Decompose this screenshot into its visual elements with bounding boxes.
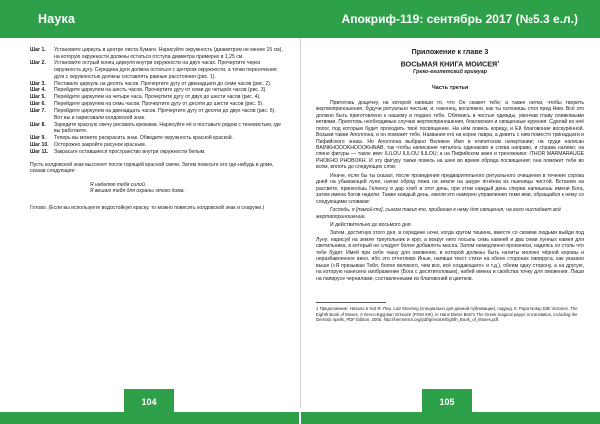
left-paragraph: Пусть колдовской знак высохнет после горящей красной свечи. Затем повесьте его где-нибудь в доме, сказав следующее:	[30, 161, 274, 175]
right-footer-bar	[301, 412, 600, 424]
right-paragraph: Иначе, если бы ты сказал, после проведения предварительного ритуального очищения в течение сорока дней на убывающей луне, начни обряд лежа на земле на шкуре ягнёнка из пшеницы чистой. Встанем на рассвете, принесёшь Гелиосу в дар хлеб в этот день, при этом каждый день сперва напишешь имени Бога, затем имена богов недели. Также каждый день, ежели кто намерен управлению теми ими, обращайся к нему со следующими словами:	[316, 172, 584, 205]
step-label: Шаг 1.	[30, 47, 46, 53]
step-label: Шаг 7.	[30, 108, 46, 115]
page-gutter	[300, 38, 301, 408]
left-ending: Готово. (Если вы используете водостойкую краску, то можно повесить колдовской знак и снаружи.)	[30, 204, 265, 211]
step-item	[30, 47, 285, 60]
issue-title: Апокриф-119: сентябрь 2017 (№5.3 е.л.)	[341, 12, 578, 26]
left-page-body	[30, 47, 285, 211]
step-item	[30, 122, 285, 135]
step-text: Перейдите циркулем на шесть часов. Прочертите дугу от семи до четырёх часов (рис. 3).	[54, 87, 267, 94]
part-heading: Часть третья	[431, 85, 469, 92]
header-bar	[0, 0, 600, 38]
step-text: Перейдите циркулем на четыре часа. Прочертите дугу от двух до шести часов (рис. 4).	[54, 94, 261, 101]
step-text: Теперь вы можете раскрасить знак. Обведите окружность красной краской.	[54, 135, 233, 142]
step-label: Шаг 11.	[30, 149, 49, 156]
footnote: 1 Предложение: Начало в №3 Ф. Пер. Luiz Moveing (специально для данной публикации), подред. К. Papa Notup Ditti Victories. The Eighth Book of Moses. A Greco-Egyptian Grimoire (PGM XIII), in Hans Dieter Betz's The Greek magical papyri in translation, including the Demotic spells, PDF Edition, 2005, http://hermetics.org/pdf/grimoire/Eighth_Book_of_Moses.pdf.	[316, 306, 578, 323]
step-text: Поставьте циркуль на десять часов. Прочертите дугу от двенадцати до семи часов (рис. 2).	[54, 80, 272, 87]
right-quote: Господь, я [такой-то], сыном таких-то, прибегаю к нему для священия; на кого ниспадает всё жертвоприношение.	[316, 207, 561, 220]
step-item	[30, 94, 285, 101]
step-label: Шаг 2.	[30, 60, 46, 67]
left-quote-1: Я наделяю тебя силой.	[90, 181, 147, 188]
step-label: Шаг 8.	[30, 121, 46, 128]
right-page-body	[316, 47, 584, 323]
steps-list	[30, 47, 285, 156]
right-paragraph: Затем, достигнув этого дня, в середине ночи, когда кругом тишина, вместе со своими людьми выйди под Луну; нарисуй на земле треугольник и круг, а вокруг него посыпь семь камней и два семи лунных камня для светильника, в который не следует более добавлять масла. Затем немедленно произнеси, надеясь со столь что тебе будет. Имей при себе чашу для омовения, в которой должны быть налиты молоко чёрной коровы и неразбавленное вино, ибо это отчетливо Иные, напиши текст стихи на обеих сторонах папируса, как указано выше (»Я призываю Тебя, более великого, чем все, всё создающего« и т.д.), обеим одну сторону, а на другую, на которую нанесено изображение (Бога с десятиголовым), набей имена и свойства точку для омовения. Пиши на папирусе чернилами, составленными из благовоний и цветков.	[316, 230, 584, 282]
step-item	[30, 135, 285, 142]
step-item	[30, 101, 285, 108]
step-label: Шаг 9.	[30, 135, 46, 142]
book-descriptor: Греко-египетский гримуар	[412, 69, 488, 76]
footnote-mark: 1	[497, 59, 500, 64]
right-paragraph: Приготовь дощечку, на которой напиши то, что Он скажет тебе; а также нитки, чтобы творить жертвоприношения, будучи ритуально чистым, и, наконец, воскликни, как ты склонишь стоя пред Ним. Всё это должно быть приготовлено к нашему и подано тебе. Облекись в чистые одежды, увенчав главу оливковыми ветвями. Приготовь необходимые случаю жертвоприношения, благовония и священные курения. Сделай из неё полог, под которым будет проходить твоё посвящение. На нём повесь корицу, и Ей благовоние воскурённой. Возьми также Аполлона, и он поможет тебе. Названия его на корне лавра, а девять с ним поместя тринадцати и Пифийского знака. Но Аполлона выбрано Великое Имя в египетском начертании; на груди написан BAINKHOOOKHOOOKHNAB, так чтобы написание читалось одинаково и слева направо, и справа налево; на спине фигуры — такое имя: ILILOU ILILOU ILILOU; а на Пифийском змее и треножнике: ITHOR MARMARAUGE PHOKHO PHOBOKH. И эту фигуру также повесь на шею во время обряда посвящения; она поможет тебе во всём, вплоть до следующих слов:	[316, 99, 584, 171]
step-text: Установите острый конец циркуля внутри окружности на двух часах. Прочертите через окружность дугу. Середина дуги должна остаться с центром окружности, а точки пересечения дуги с окружностью должны составлять равные расстояния (рис. 1).	[54, 60, 277, 80]
step-label: Шаг 6.	[30, 101, 46, 108]
step-text: Перейдите циркулем на двенадцать часов. Прочертите дугу от десяти до двух часов (рис. 6). Вот вы и нарисовали колдовской знак.	[54, 108, 276, 121]
footnote-rule	[316, 302, 386, 303]
step-label: Шаг 10.	[30, 142, 49, 149]
book-title	[316, 57, 584, 68]
step-item	[30, 108, 285, 121]
left-page-number: 104	[124, 389, 174, 415]
step-item	[30, 149, 285, 156]
step-text: Перейдите циркулем на семь часов. Прочертите дугу от десяти до шести часов (рис. 5).	[54, 101, 264, 108]
section-title: Наука	[38, 12, 76, 26]
step-text: Закрасьте оставшиеся пространство внутри окружности белым.	[54, 149, 206, 156]
step-label: Шаг 3.	[30, 80, 46, 87]
left-footer-bar	[0, 412, 299, 424]
step-item	[30, 60, 285, 80]
book-title-text: ВОСЬМАЯ КНИГА МОИСЕЯ	[400, 59, 498, 69]
right-paragraph: И действительно до восьмого дня.	[330, 222, 412, 228]
step-text: Установите циркуль в центре листа бумаги. Нарисуйте окружность (диаметром не менее 15 см), на которую окружности должны остаться отступа диаметра примерно в 1,25 см.	[54, 47, 283, 60]
appendix-title: Приложение к главе 3	[411, 48, 489, 56]
left-quote-2: Я вешаю тебя для охраны этого дома.	[90, 188, 185, 195]
step-text: Осторожно закройте рисунок красным.	[54, 142, 147, 149]
step-text: Зарядите красную свечу рисовать крюками. Нарисуйте её и поставьте рядом с теневистым, где вы работаете.	[54, 121, 281, 135]
step-label: Шаг 4.	[30, 87, 46, 94]
step-item	[30, 142, 285, 149]
step-label: Шаг 5.	[30, 94, 46, 101]
right-page-number: 105	[422, 389, 472, 415]
